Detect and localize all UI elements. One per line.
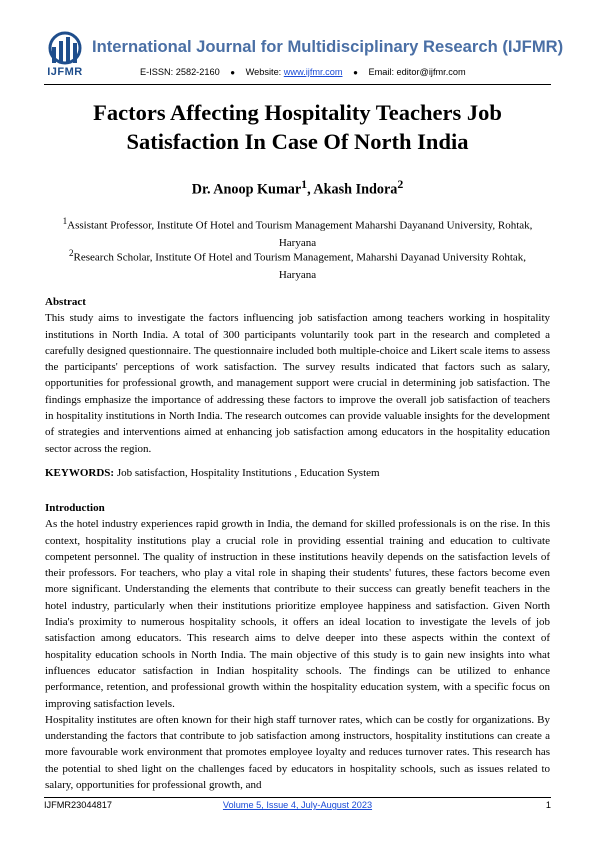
eissn: E-ISSN: 2582-2160 [140, 67, 220, 77]
keywords-text: Job satisfaction, Hospitality Institutions , Education System [114, 467, 380, 479]
bullet-icon: ● [230, 68, 236, 77]
introduction-para-2: Hospitality institutes are often known for their high staff turnover rates, which can be costly for organizations. By understanding the factors that contribute to job satisfaction among instructors, hospitality institutions can create a more favourable work environment that promotes employee loyalty and reduces turnover rates. This research has the potential to shed light on the challenges faced by educators in hospitality schools, such as issues related to salary, opportunities for professional growth, and [45, 713, 550, 792]
affiliation-2-text: Research Scholar, Institute Of Hotel and Tourism Management, Maharshi Dayanad University Rohtak, Haryana [73, 251, 527, 281]
email: Email: editor@ijfmr.com [368, 67, 466, 77]
journal-title: International Journal for Multidisciplinary Research (IJFMR) [92, 37, 564, 56]
logo-text: IJFMR [47, 66, 83, 78]
footer-divider [44, 797, 551, 798]
abstract-text: This study aims to investigate the factors influencing job satisfaction among teachers working in hospitality institutions in North India. A total of 300 participants voluntarily took part in the research and completed a carefully designed questionnaire. The questionnaire included both multiple-choice and Likert scale items to assess the participants' perceptions of work satisfaction. The survey results indicated that factors such as salary, opportunities for professional growth, and management support were crucial in determining job satisfaction. The findings emphasize the importance of addressing these factors to improve the overall job satisfaction of teachers in hospitality institutions in North India. The research outcomes can provide valuable insights for the development of strategies and interventions aimed at enhancing job satisfaction among educators in the hospitality education sector across the region. [45, 312, 550, 455]
volume-link[interactable]: Volume 5, Issue 4, July-August 2023 [222, 800, 373, 810]
paper-id: IJFMR23044817 [44, 800, 112, 810]
journal-header [0, 0, 595, 90]
introduction-section [45, 500, 550, 793]
introduction-heading: Introduction [45, 502, 105, 514]
author-2-sup: 2 [397, 177, 404, 191]
abstract-heading: Abstract [45, 296, 86, 308]
abstract-section [45, 294, 550, 457]
affiliation-1-sup: 1 [62, 216, 68, 226]
affiliation-2-sup: 2 [68, 248, 74, 258]
author-2: Akash Indora [313, 181, 398, 198]
paper-title: Factors Affecting Hospitality Teachers Job Satisfaction In Case Of North India [93, 100, 502, 154]
authors [44, 177, 551, 199]
author-separator: , [307, 181, 314, 198]
website-link[interactable]: www.ijfmr.com [283, 67, 343, 77]
header-divider [44, 84, 551, 85]
affiliation-1-text: Assistant Professor, Institute Of Hotel and Tourism Management Maharshi Dayanand University, Rohtak, Haryana [67, 219, 533, 249]
page-number: 1 [545, 800, 551, 810]
bullet-icon: ● [353, 68, 358, 77]
author-1: Dr. Anoop Kumar [191, 181, 302, 198]
author-1-sup: 1 [301, 177, 308, 191]
affiliation-2 [56, 245, 539, 284]
keywords-label: KEYWORDS: [45, 467, 115, 479]
keywords [45, 467, 380, 479]
introduction-para-1: As the hotel industry experiences rapid growth in India, the demand for skilled professionals is on the rise. In this context, hospitality institutions play a crucial role in providing essential training and education to cultivate competent personnel. The quality of instruction in these institutions heavily depends on the satisfaction levels of their professors. For teachers, who play a vital role in shaping their students' futures, these factors become even more significant. Understanding the elements that contribute to their success can greatly benefit teachers in the hotel industry, particularly when their institutions prioritize employee happiness and satisfaction. Given North India's proximity to numerous hospitality schools, it offers an ideal location to investigate the levels of job satisfaction among educators. This research aims to delve deeper into these aspects within the context of hospitality education schools in North India. The main objective of this study is to gain new insights into what influences educator satisfaction in Indian hospitality schools. The findings can be utilized to enhance performance, retention, and professional growth within the hospitality education system, with a specific focus on improving satisfaction levels. [45, 518, 550, 710]
journal-info [140, 67, 466, 77]
website-label: Website: [245, 67, 282, 77]
